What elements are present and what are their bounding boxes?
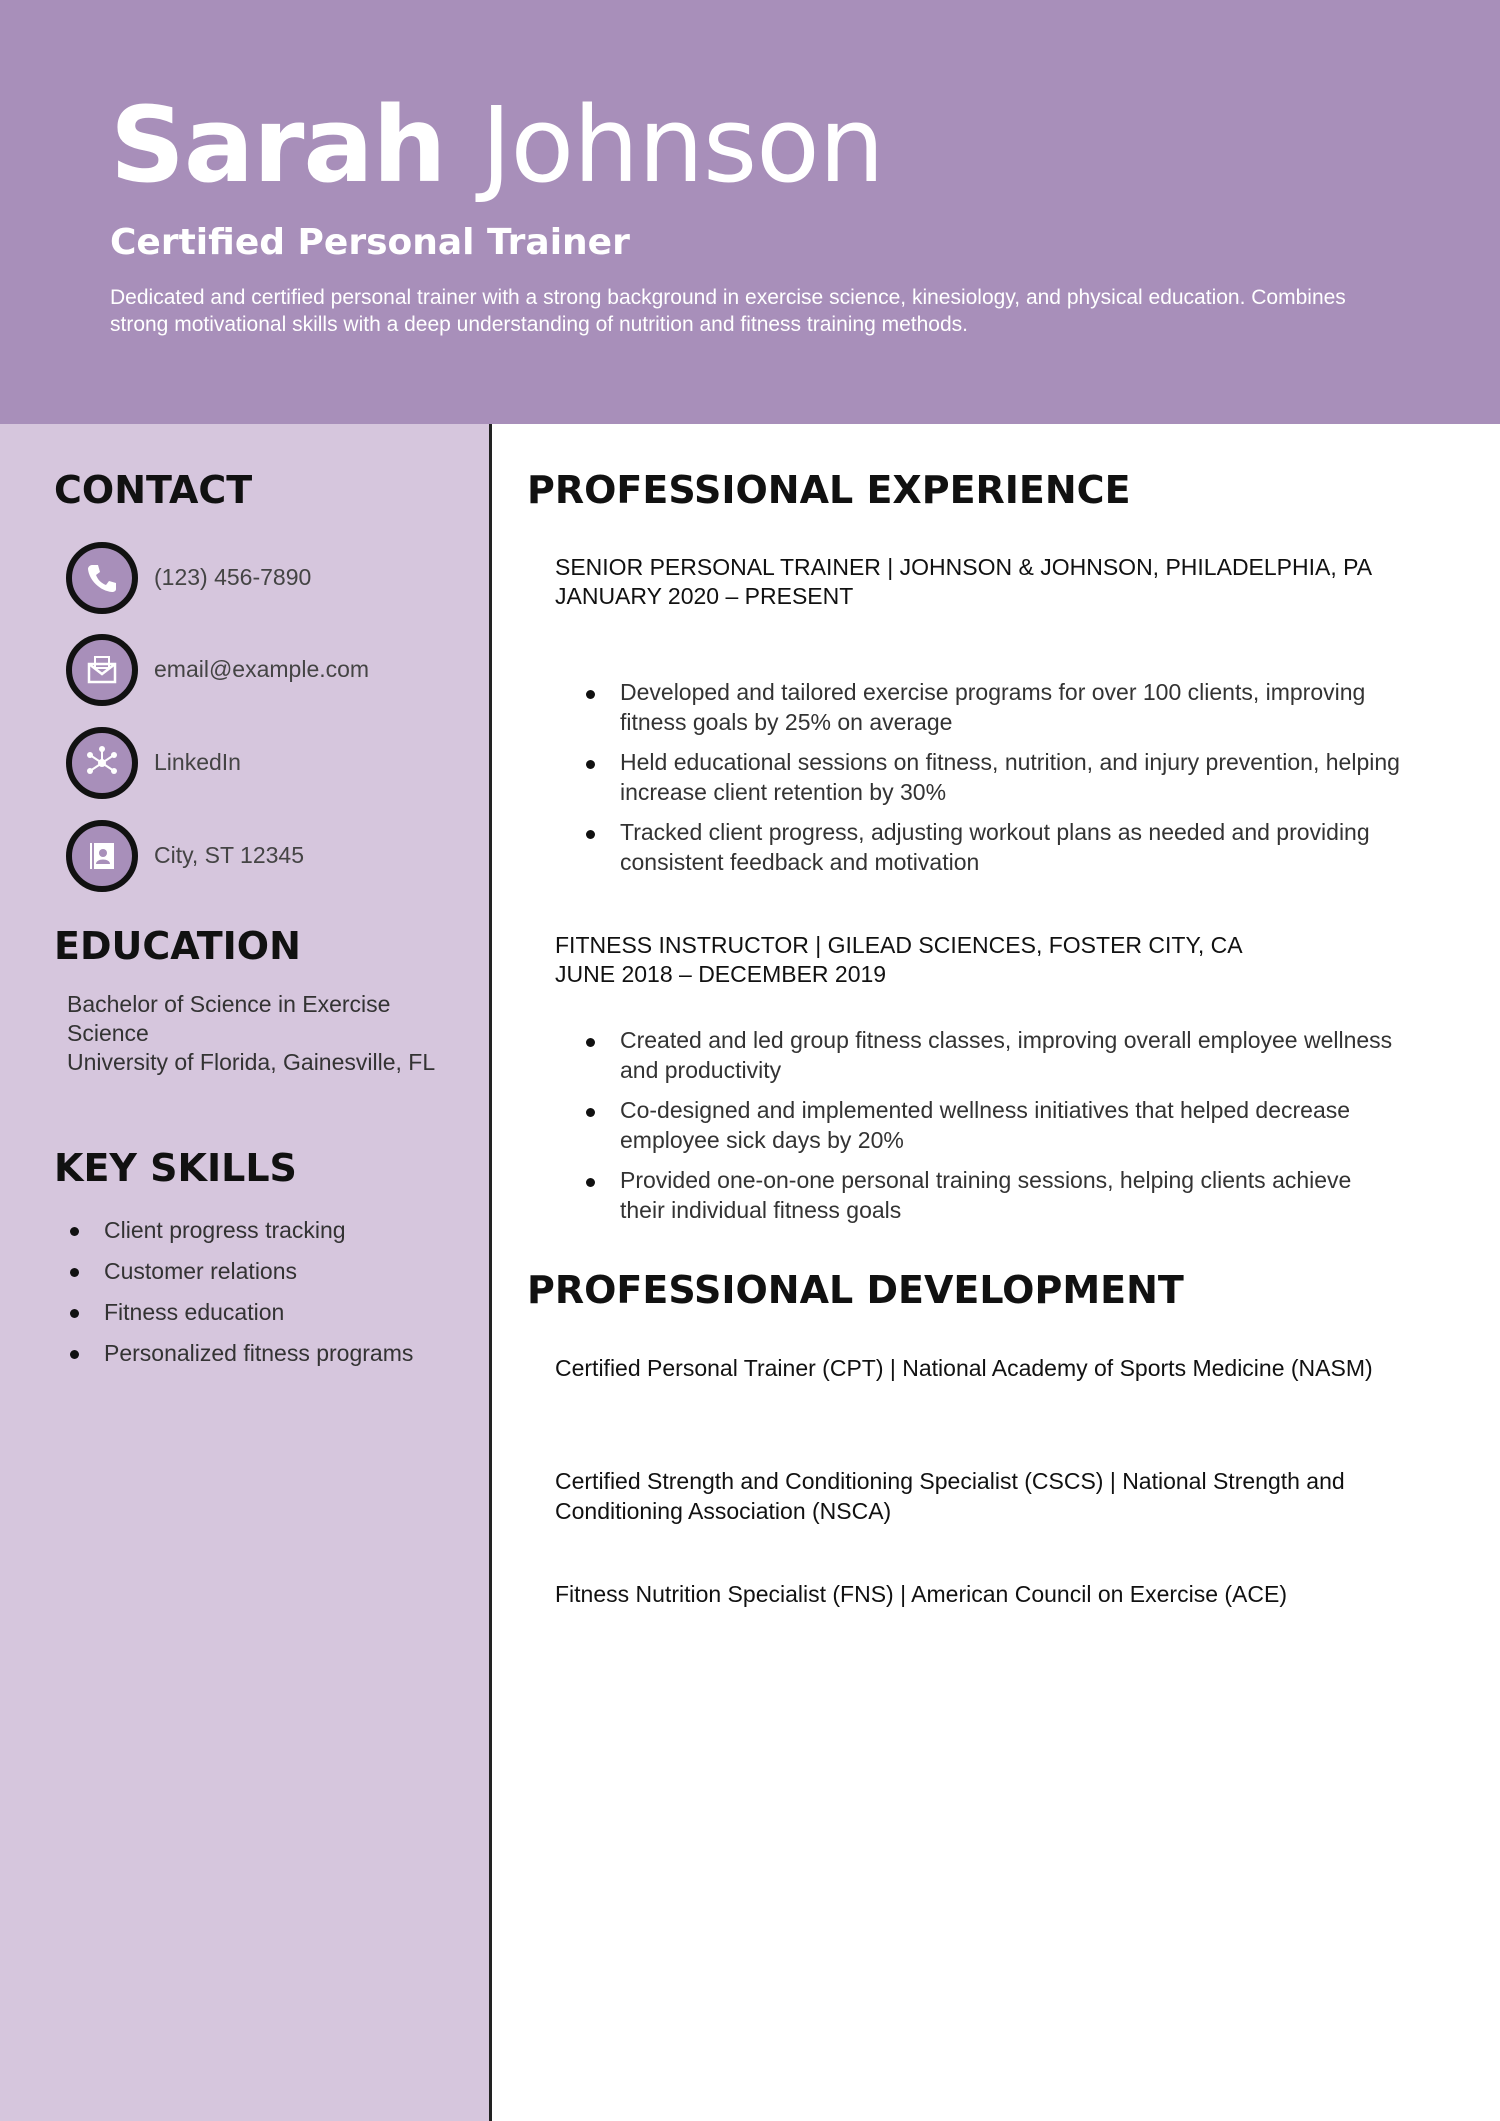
email-address[interactable]: email@example.com	[154, 656, 370, 682]
skills-list	[66, 1210, 413, 1374]
phone-number: (123) 456-7890	[154, 564, 312, 590]
linkedin-icon	[66, 727, 138, 799]
contact-linkedin	[66, 727, 466, 799]
job-bullet: Held educational sessions on fitness, nutrition, and injury prevention, helping increase client retention by 30%	[582, 747, 1402, 807]
contact-phone	[66, 542, 466, 614]
skill-item: Client progress tracking	[66, 1210, 413, 1251]
skill-item: Personalized fitness programs	[66, 1333, 413, 1374]
job-bullet: Developed and tailored exercise programs for over 100 clients, improving fitness goals by 25% on average	[582, 677, 1402, 737]
school: University of Florida, Gainesville, FL	[67, 1049, 436, 1075]
phone-icon	[66, 542, 138, 614]
skill-item: Customer relations	[66, 1251, 413, 1292]
address-icon	[66, 820, 138, 892]
job-title-line: FITNESS INSTRUCTOR | GILEAD SCIENCES, FOSTER CITY, CA	[555, 932, 1243, 958]
linkedin-link[interactable]: LinkedIn	[154, 749, 241, 775]
job-title: Certified Personal Trainer	[110, 222, 630, 263]
location: City, ST 12345	[154, 842, 305, 868]
certification-item: Certified Strength and Conditioning Specialist (CSCS) | National Strength and Conditioning Association (NSCA)	[555, 1468, 1345, 1524]
degree: Bachelor of Science in Exercise Science	[67, 991, 391, 1046]
job-title-line: SENIOR PERSONAL TRAINER | JOHNSON & JOHNSON, PHILADELPHIA, PA	[555, 554, 1373, 580]
skill-item: Fitness education	[66, 1292, 413, 1333]
contact-heading: CONTACT	[54, 468, 253, 512]
contact-address	[66, 820, 466, 892]
job-dates: JUNE 2018 – DECEMBER 2019	[555, 961, 887, 987]
education-entry	[67, 990, 447, 1077]
job-bullet: Provided one-on-one personal training sessions, helping clients achieve their individual fitness goals	[582, 1165, 1402, 1225]
column-divider	[489, 424, 492, 2121]
candidate-name	[110, 80, 884, 210]
last-name: Johnson	[480, 84, 884, 206]
job-header	[555, 553, 1385, 611]
resume-header	[0, 0, 1500, 424]
email-icon	[66, 634, 138, 706]
skills-heading: KEY SKILLS	[54, 1146, 297, 1190]
certification-item: Fitness Nutrition Specialist (FNS) | American Council on Exercise (ACE)	[555, 1581, 1287, 1607]
job-bullet: Co-designed and implemented wellness initiatives that helped decrease employee sick days by 20%	[582, 1095, 1402, 1155]
contact-email	[66, 634, 466, 706]
job-dates: JANUARY 2020 – PRESENT	[555, 583, 854, 609]
experience-heading: PROFESSIONAL EXPERIENCE	[527, 468, 1131, 512]
profile-summary: Dedicated and certified personal trainer with a strong background in exercise science, kinesiology, and physical education. Combines strong motivational skills with a deep understanding of nutrition and fitness training methods.	[110, 286, 1346, 336]
job-bullet: Created and led group fitness classes, improving overall employee wellness and productivity	[582, 1025, 1402, 1085]
development-heading: PROFESSIONAL DEVELOPMENT	[527, 1268, 1184, 1312]
job-bullet: Tracked client progress, adjusting workout plans as needed and providing consistent feedback and motivation	[582, 817, 1402, 877]
job-header	[555, 931, 1405, 989]
certification-item: Certified Personal Trainer (CPT) | National Academy of Sports Medicine (NASM)	[555, 1355, 1373, 1381]
job-bullets	[582, 677, 1402, 887]
job-bullets	[582, 1025, 1402, 1235]
first-name: Sarah	[110, 84, 446, 206]
education-heading: EDUCATION	[54, 924, 301, 968]
